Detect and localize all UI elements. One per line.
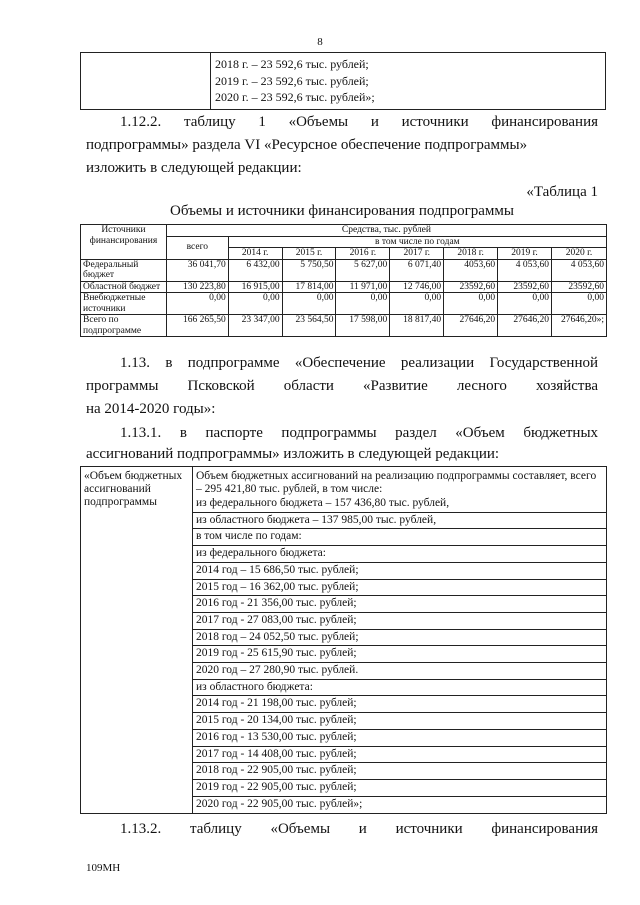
paragraph-1-12-2-line3: изложить в следующей редакции: [86,160,302,176]
cell-value: 23 564,50 [282,315,336,337]
cell-value: 18 817,40 [390,315,444,337]
word: 1.13.2. [120,821,162,837]
word: финансирования [491,821,599,837]
word: 1.12.2. [120,114,162,130]
top-table-fragment [80,52,606,110]
cell-value: 23592,60 [498,281,552,293]
table-caption: Объемы и источники финансирования подпрограммы [170,203,514,219]
word: источники [401,114,469,130]
paragraph-1-13-line3: на 2014-2020 годы»: [86,401,216,417]
cell-value: 0,00 [390,293,444,315]
passport-line: 2015 год – 16 362,00 тыс. рублей; [193,580,606,597]
top-year-line: 2018 г. – 23 592,6 тыс. рублей; [215,57,369,71]
cell-value: 17 814,00 [282,281,336,293]
table-header-row [81,225,607,237]
row-source: Областной бюджет [81,281,167,293]
passport-line: 2016 год - 13 530,00 тыс. рублей; [193,730,606,747]
passport-table [80,466,607,814]
word: источники [395,821,463,837]
word: «Объемы [288,114,349,130]
row-source: Федеральный бюджет [81,259,167,281]
passport-line: 2016 год - 21 356,00 тыс. рублей; [193,596,606,613]
word: лесного [456,378,507,394]
cell-value: 0,00 [228,293,282,315]
word: «Развитие [363,378,428,394]
table-row [81,281,607,293]
word: «Обеспечение [294,355,386,371]
paragraph-1-13-line2 [86,375,598,397]
passport-line: 2019 год - 22 905,00 тыс. рублей; [193,780,606,797]
top-year-line: 2020 г. – 23 592,6 тыс. рублей»; [215,90,375,104]
word: 1.13. [120,355,150,371]
passport-line: 2017 год - 14 408,00 тыс. рублей; [193,747,606,764]
cell-value: 6 432,00 [228,259,282,281]
word: «Объем [455,425,505,441]
cell-value: 5 627,00 [336,259,390,281]
cell-value: 6 071,40 [390,259,444,281]
word: Государственной [489,355,599,371]
cell-value: 4 053,60 [498,259,552,281]
cell-value: 0,00 [551,293,606,315]
cell-value: 27646,20 [498,315,552,337]
word: финансирования [491,114,598,130]
header-funds: Средства, тыс. рублей [166,225,606,237]
passport-line: 2020 год – 27 280,90 тыс. рублей. [193,663,606,680]
row-source: Всего по подпрограмме [81,315,167,337]
header-year: 2020 г. [551,248,606,260]
word: и [370,114,379,130]
word: «Объемы [270,821,331,837]
row-source: Внебюджетные источники [81,293,167,315]
cell-value: 0,00 [336,293,390,315]
cell-value: 0,00 [498,293,552,315]
word: подпрограмме [187,355,280,371]
passport-line: из федерального бюджета – 157 436,80 тыс. рублей, [193,496,606,513]
word: программы [86,378,159,394]
header-year: 2017 г. [390,248,444,260]
cell-value: 23 347,00 [228,315,282,337]
table-label: «Таблица 1 [526,184,598,200]
word: в [179,425,187,441]
passport-right-cell [193,467,607,814]
table-row [81,293,607,315]
cell-value: 4 053,60 [551,259,606,281]
cell-value: 12 746,00 [390,281,444,293]
paragraph-1-12-2-line2: подпрограммы» раздела VI «Ресурсное обеспечение подпрограммы» [86,137,528,153]
cell-value: 0,00 [444,293,498,315]
passport-line: 2020 год - 22 905,00 тыс. рублей»; [196,797,363,810]
passport-line: Объем бюджетных ассигнований на реализацию подпрограммы составляет, всего – 295 421,80 тыс. рублей, в том числе: [196,470,597,495]
cell-value: 4053,60 [444,259,498,281]
header-year: 2016 г. [336,248,390,260]
word: в [165,355,173,371]
cell-value: 5 750,50 [282,259,336,281]
cell-value: 16 915,00 [228,281,282,293]
financing-table [80,224,607,337]
word: таблицу [183,114,236,130]
passport-line: из областного бюджета – 137 985,00 тыс. рублей, [193,513,606,530]
word: паспорте [205,425,263,441]
top-year-line: 2019 г. – 23 592,6 тыс. рублей; [215,73,369,88]
header-year: 2014 г. [228,248,282,260]
top-table-empty-cell [81,53,211,109]
passport-left-cell: «Объем бюджетных ассигнований подпрограммы [81,467,193,814]
header-year: 2019 г. [498,248,552,260]
cell-value: 166 265,50 [166,315,228,337]
passport-line: 2014 год - 21 198,00 тыс. рублей; [193,696,606,713]
header-source: Источники финансирования [81,225,167,260]
passport-line: 2017 год - 27 083,00 тыс. рублей; [193,613,606,630]
paragraph-1-13-2-line1 [120,818,598,840]
cell-value: 130 223,80 [166,281,228,293]
word: хозяйства [535,378,598,394]
cell-value: 0,00 [166,293,228,315]
page-number: 8 [317,36,323,48]
header-year: 2015 г. [282,248,336,260]
passport-line: 2019 год - 25 615,90 тыс. рублей; [193,646,606,663]
paragraph-1-13-line1 [120,352,598,374]
table-row [81,259,607,281]
word: реализации [400,355,475,371]
passport-line: из федерального бюджета: [193,546,606,563]
cell-value: 23592,60 [444,281,498,293]
passport-line: 2014 год – 15 686,50 тыс. рублей; [193,563,606,580]
table-row [81,315,607,337]
word: таблицу [190,821,242,837]
passport-line: 2018 год – 24 052,50 тыс. рублей; [193,630,606,647]
word: 1 [258,114,266,130]
cell-value: 0,00 [282,293,336,315]
passport-line: в том числе по годам: [193,529,606,546]
footer-code: 109МН [86,862,121,874]
header-year: 2018 г. [444,248,498,260]
passport-line: 2018 год - 22 905,00 тыс. рублей; [193,763,606,780]
header-by-year: в том числе по годам [228,236,606,248]
passport-line: 2015 год - 20 134,00 тыс. рублей; [193,713,606,730]
cell-value: 17 598,00 [336,315,390,337]
paragraph-1-13-1-line2: ассигнований подпрограммы» изложить в следующей редакции: [86,446,500,462]
passport-line: из областного бюджета: [193,680,606,697]
header-total: всего [166,236,228,259]
paragraph-1-12-2-line1 [120,111,598,133]
word: и [358,821,367,837]
cell-value: 11 971,00 [336,281,390,293]
word: раздел [395,425,437,441]
cell-value: 36 041,70 [166,259,228,281]
paragraph-1-13-1-line1 [120,422,598,444]
word: подпрограммы [281,425,377,441]
word: 1.13.1. [120,425,162,441]
cell-value: 27646,20»; [551,315,606,337]
word: Псковской [187,378,255,394]
cell-value: 27646,20 [444,315,498,337]
passport-row [81,467,607,814]
top-table-years-cell [215,56,375,106]
word: бюджетных [523,425,599,441]
word: области [283,378,334,394]
cell-value: 23592,60 [551,281,606,293]
